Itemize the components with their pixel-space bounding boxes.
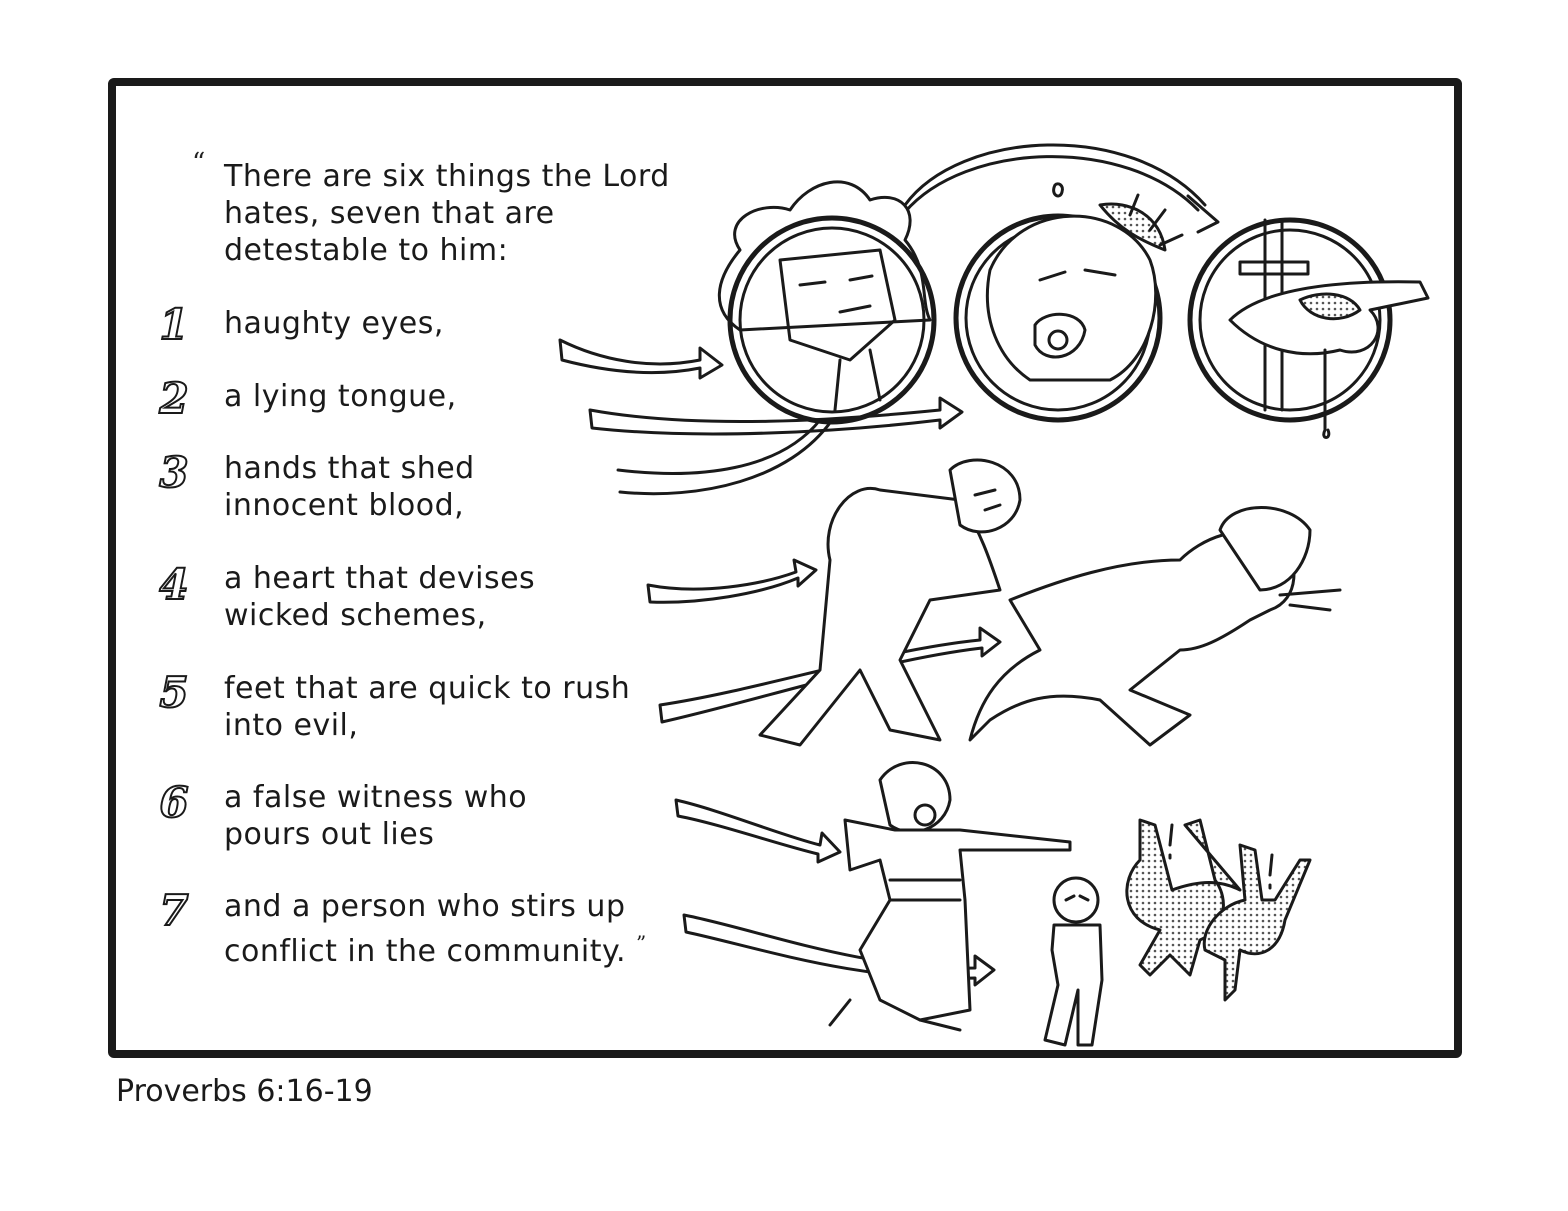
- item-text-4: a heart that devises wicked schemes,: [224, 561, 536, 633]
- item-number-7: 7: [159, 886, 189, 935]
- citation: Proverbs 6:16-19: [116, 1074, 373, 1109]
- closing-quote-mark: ”: [636, 931, 647, 955]
- item-number-6: 6: [159, 778, 189, 827]
- item-text-5: feet that are quick to rush into evil,: [224, 671, 631, 743]
- item-number-2: 2: [159, 374, 189, 423]
- lying-tongue-circle: [956, 195, 1182, 420]
- bloody-hand-circle: [1190, 220, 1428, 438]
- false-witness-figure: [830, 763, 1070, 1030]
- haughty-face-circle: [719, 182, 934, 422]
- sweat-drop-icon: [1054, 184, 1063, 196]
- item-number-4: 4: [159, 560, 189, 609]
- item-text-6: a false witness who pours out lies: [224, 780, 528, 852]
- intro-text: There are six things the Lord hates, seven that are detestable to him:: [224, 159, 670, 268]
- item-text-1: haughty eyes,: [224, 306, 444, 341]
- item-text-2: a lying tongue,: [224, 379, 457, 414]
- scheming-men-figure: [760, 460, 1340, 745]
- item-number-1: 1: [159, 300, 189, 349]
- item-number-5: 5: [159, 668, 189, 717]
- instigator-figure: [1045, 878, 1102, 1045]
- opening-quote-mark: “: [192, 148, 206, 178]
- item-number-3: 3: [159, 448, 189, 497]
- item-text-7-body: and a person who stirs up conflict in the community.: [224, 889, 626, 969]
- angry-crowd-figures: [1127, 820, 1310, 1000]
- item-text-3: hands that shed innocent blood,: [224, 451, 475, 523]
